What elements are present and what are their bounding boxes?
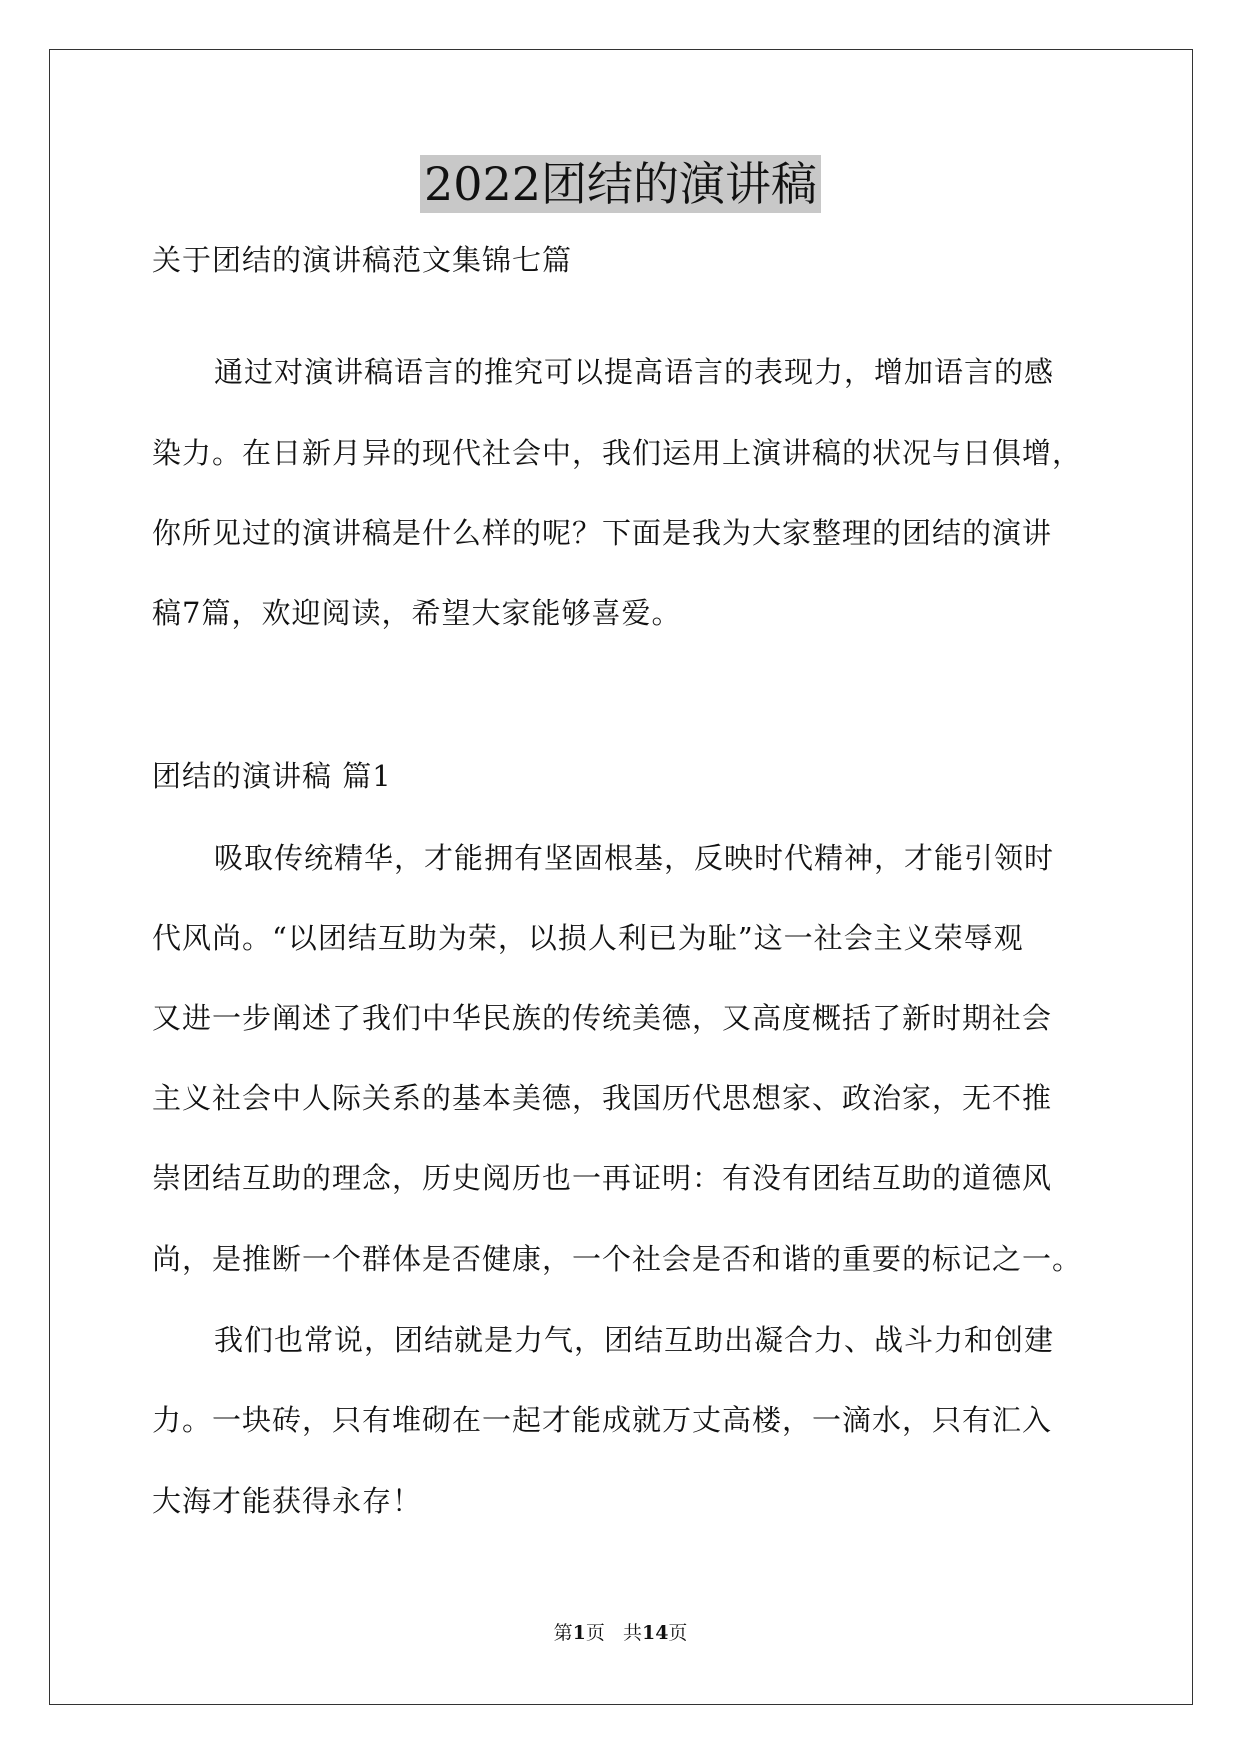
- document-title: 2022团结的演讲稿: [420, 155, 821, 213]
- document-subtitle: 关于团结的演讲稿范文集锦七篇: [152, 243, 573, 277]
- intro-line-2: 染力。在日新月异的现代社会中，我们运用上演讲稿的状况与日俱增，: [152, 436, 1083, 470]
- section-heading: 团结的演讲稿 篇1: [152, 759, 392, 793]
- footer-total-prefix: 共: [622, 1622, 642, 1644]
- title-container: [0, 155, 1241, 213]
- footer-page-suffix: 页: [585, 1622, 605, 1644]
- footer-page-prefix: 第: [553, 1622, 573, 1644]
- para1-line-5: 崇团结互助的理念，历史阅历也一再证明：有没有团结互助的道德风: [152, 1161, 1053, 1195]
- intro-line-3: 你所见过的演讲稿是什么样的呢？下面是我为大家整理的团结的演讲: [152, 516, 1053, 550]
- para1-line-3: 又进一步阐述了我们中华民族的传统美德，又高度概括了新时期社会: [152, 1001, 1053, 1035]
- para2-line-3: 大海才能获得永存！: [152, 1484, 423, 1518]
- para1-line-6: 尚，是推断一个群体是否健康，一个社会是否和谐的重要的标记之一。: [152, 1242, 1083, 1276]
- page-footer: [0, 1620, 1241, 1646]
- para1-line-1: 吸取传统精华，才能拥有坚固根基，反映时代精神，才能引领时: [214, 841, 1055, 875]
- footer-total-pages: 14: [641, 1622, 669, 1644]
- intro-line-4: 稿7篇，欢迎阅读，希望大家能够喜爱。: [152, 596, 682, 630]
- intro-line-1: 通过对演讲稿语言的推究可以提高语言的表现力，增加语言的感: [214, 355, 1055, 389]
- footer-total-suffix: 页: [668, 1622, 688, 1644]
- footer-page-number: 1: [572, 1622, 586, 1644]
- para1-line-2: 代风尚。“以团结互助为荣，以损人利已为耻”这一社会主义荣辱观: [152, 921, 1024, 955]
- para1-line-4: 主义社会中人际关系的基本美德，我国历代思想家、政治家，无不推: [152, 1081, 1053, 1115]
- para2-line-2: 力。一块砖，只有堆砌在一起才能成就万丈高楼，一滴水，只有汇入: [152, 1403, 1053, 1437]
- para2-line-1: 我们也常说，团结就是力气，团结互助出凝合力、战斗力和创建: [214, 1323, 1055, 1357]
